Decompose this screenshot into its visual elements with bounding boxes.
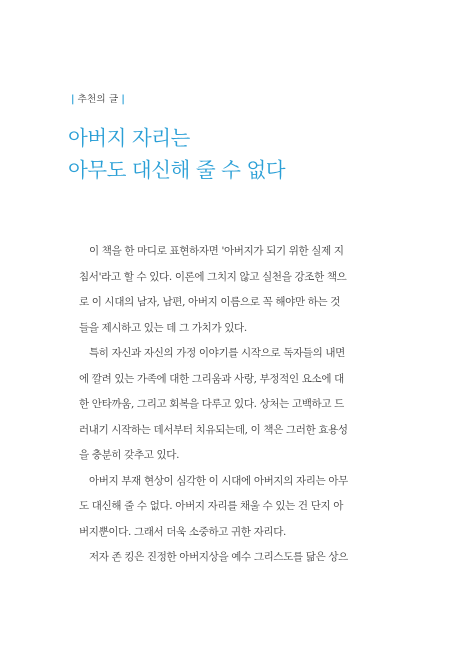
paragraph-2-line-4: 러내기 시작하는 데서부터 치유되는데, 이 책은 그러한 효용성 [79,423,348,436]
paragraph-1-line-4: 들을 제시하고 있는 데 그 가치가 있다. [79,321,247,334]
chapter-title-line-2: 아무도 대신해 줄 수 없다 [68,158,286,182]
section-label-bar-left: | [71,94,75,105]
chapter-title [68,122,285,186]
paragraph-3-line-3: 버지뿐이다. 그래서 더욱 소중하고 귀한 자리다. [79,525,286,538]
paragraph-2 [79,341,390,469]
body-text [79,239,390,571]
chapter-title-line-1: 아버지 자리는 [68,126,190,150]
paragraph-2-line-2: 에 깔려 있는 가족에 대한 그리움과 사랑, 부정적인 요소에 대 [79,372,344,385]
paragraph-1 [79,239,390,341]
paragraph-3-line-2: 도 대신해 줄 수 없다. 아버지 자리를 채울 수 있는 건 단지 아 [79,500,344,512]
paragraph-2-line-3: 한 안타까움, 그리고 회복을 다루고 있다. 상처는 고백하고 드 [79,398,344,410]
section-label [68,91,128,105]
paragraph-4-line-1: 저자 존 킹은 진정한 아버지상을 예수 그리스도를 닮은 상으 [89,551,348,563]
paragraph-1-line-1: 이 책을 한 마디로 표현하자면 '아버지가 되기 위한 실제 지 [89,245,344,257]
paragraph-3-line-1: 아버지 부재 현상이 심각한 이 시대에 아버지의 자리는 아무 [89,474,348,487]
paragraph-1-line-2: 침서'라고 할 수 있다. 이론에 그치지 않고 실천을 강조한 책으 [79,270,347,283]
paragraph-2-line-5: 을 충분히 갖추고 있다. [79,449,180,461]
section-label-bar-right: | [121,94,126,105]
paragraph-2-line-1: 특히 자신과 자신의 가정 이야기를 시작으로 독자들의 내면 [89,347,345,359]
section-label-text: 추천의 글 [77,94,119,105]
paragraph-1-line-3: 로 이 시대의 남자, 남편, 아버지 이름으로 꼭 해야만 하는 것 [79,296,341,308]
paragraph-4 [79,545,390,571]
paragraph-3 [79,469,390,546]
